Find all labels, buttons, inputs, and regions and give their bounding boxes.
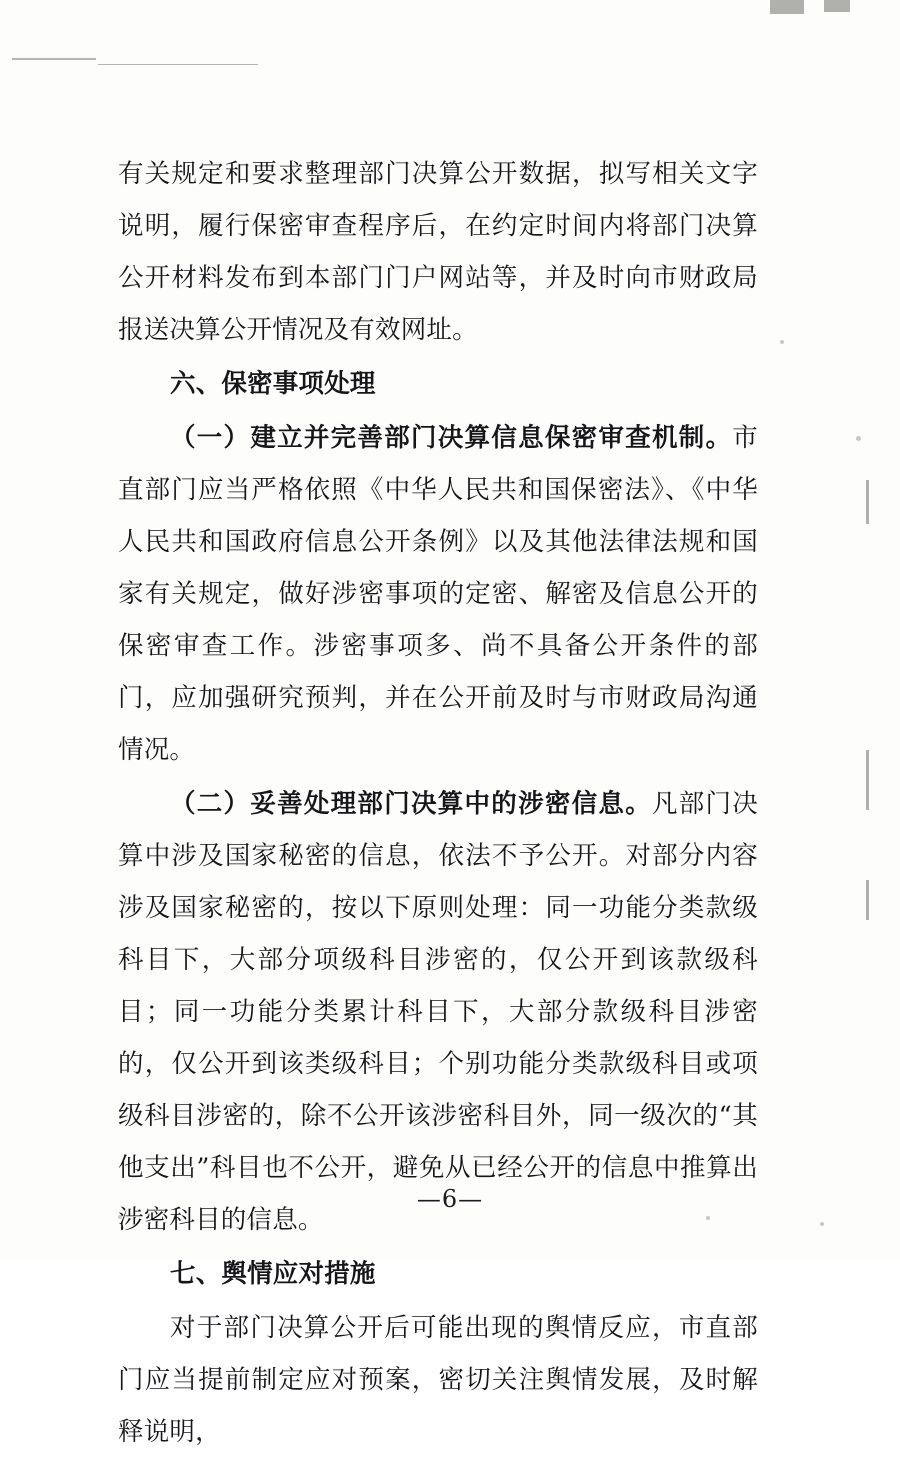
document-body: [118, 148, 758, 1460]
scan-artifact-line-top-center: [98, 64, 258, 65]
paragraph-section-six-item-two: [118, 778, 758, 1246]
scan-speck-2: [856, 436, 861, 441]
scan-artifact-line-top-left: [12, 58, 96, 60]
scan-artifact-right-edge-2: [866, 750, 869, 810]
paragraph-continued: 有关规定和要求整理部门决算公开数据，拟写相关文字说明，履行保密审查程序后，在约定时间内将部门决算公开材料发布到本部门门户网站等，并及时向市财政局报送决算公开情况及有效网址。: [118, 159, 758, 345]
paragraph-section-six-item-one: [118, 412, 758, 776]
paragraph-lead-two: （二）妥善处理部门决算中的涉密信息。: [170, 789, 652, 819]
scan-artifact-top-bar-2: [824, 0, 850, 12]
paragraph-text-one: 市直部门应当严格依照《中华人民共和国保密法》、《中华人民共和国政府信息公开条例》以及其他法律法规和国家有关规定，做好涉密事项的定密、解密及信息公开的保密审查工作。涉密事项多、尚不具备公开条件的部门，应加强研究预判，并在公开前及时与市财政局沟通情况。: [118, 423, 758, 765]
page-number: —6—: [416, 1185, 484, 1213]
section-heading-seven: 七、舆情应对措施: [170, 1259, 376, 1289]
scan-artifact-right-edge-1: [866, 480, 869, 524]
paragraph-section-seven: 对于部门决算公开后可能出现的舆情反应，市直部门应当提前制定应对预案，密切关注舆情发展，及时解释说明，: [118, 1313, 758, 1447]
scan-artifact-right-edge-3: [866, 880, 869, 920]
scan-speck-6: [820, 1222, 824, 1226]
paragraph-lead-one: （一）建立并完善部门决算信息保密审查机制。: [170, 423, 733, 453]
scan-speck-1: [780, 340, 784, 344]
scan-artifact-top-bar-1: [770, 0, 804, 14]
paragraph-text-two: 凡部门决算中涉及国家秘密的信息，依法不予公开。对部分内容涉及国家秘密的，按以下原则处理：同一功能分类款级科目下，大部分项级科目涉密的，仅公开到该款级科目；同一功能分类累计科目下，大部分款级科目涉密的，仅公开到该类级科目；个别功能分类款级科目或项级科目涉密的，除不公开该涉密科目外，同一级次的“其他支出”科目也不公开，避免从已经公开的信息中推算出涉密科目的信息。: [118, 789, 758, 1235]
section-heading-six: 六、保密事项处理: [170, 369, 376, 399]
